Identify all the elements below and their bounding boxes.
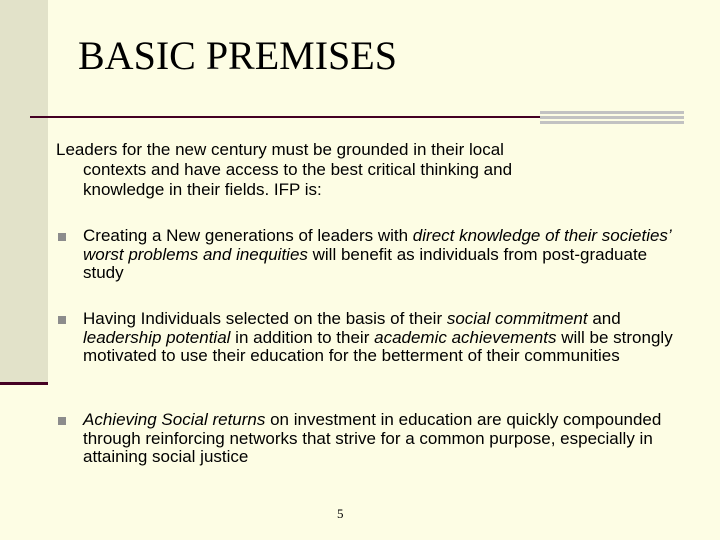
slide-title: BASIC PREMISES [78,33,397,78]
left-bar-divider [0,382,48,385]
intro-line-1: Leaders for the new century must be grounded in their local [56,140,504,159]
intro-line-2: contexts and have access to the best critical thinking and [83,160,513,179]
bullet-text-plain: will benefit as individuals from post-graduate study [83,244,648,282]
bullet-text-plain: Creating a New generations of leaders with [83,226,413,245]
bullet-text-italic: social commitment [446,309,588,328]
bullet-text-italic: academic achievements [374,327,557,347]
bullet-text-italic: Achieving Social returns [83,410,266,429]
bullet-text-plain: in addition to their [230,327,375,347]
bullet-text [83,310,683,366]
bullet-text-italic: direct knowledge of their societies’ worst problems and inequities [83,226,671,264]
bullet-text [83,227,683,283]
title-accent-stripes [540,111,684,124]
bullet-text-plain: will be strongly motivated to use their education for the betterment of their communities [83,327,673,365]
bullet-marker-icon [58,233,66,241]
intro-line-3: knowledge in their fields. IFP is: [83,180,322,199]
bullet-text-plain: Having Individuals selected on the basis of their [83,309,447,328]
intro-paragraph [56,140,676,200]
bullet-item-2 [58,310,683,366]
page-number: 5 [337,506,344,521]
bullet-marker-icon [58,316,66,324]
bullet-item-3 [58,411,683,467]
bullet-text-italic: leadership potential [83,327,231,347]
bullet-item-1 [58,227,683,283]
bullet-text-plain: and [587,309,621,328]
bullet-text [83,411,683,467]
bullet-text-plain: on investment in education are quickly compounded through reinforcing networks that strive for a common purpose, especially in attaining social justice [83,410,662,466]
left-decorative-bar [0,0,48,382]
bullet-marker-icon [58,417,66,425]
